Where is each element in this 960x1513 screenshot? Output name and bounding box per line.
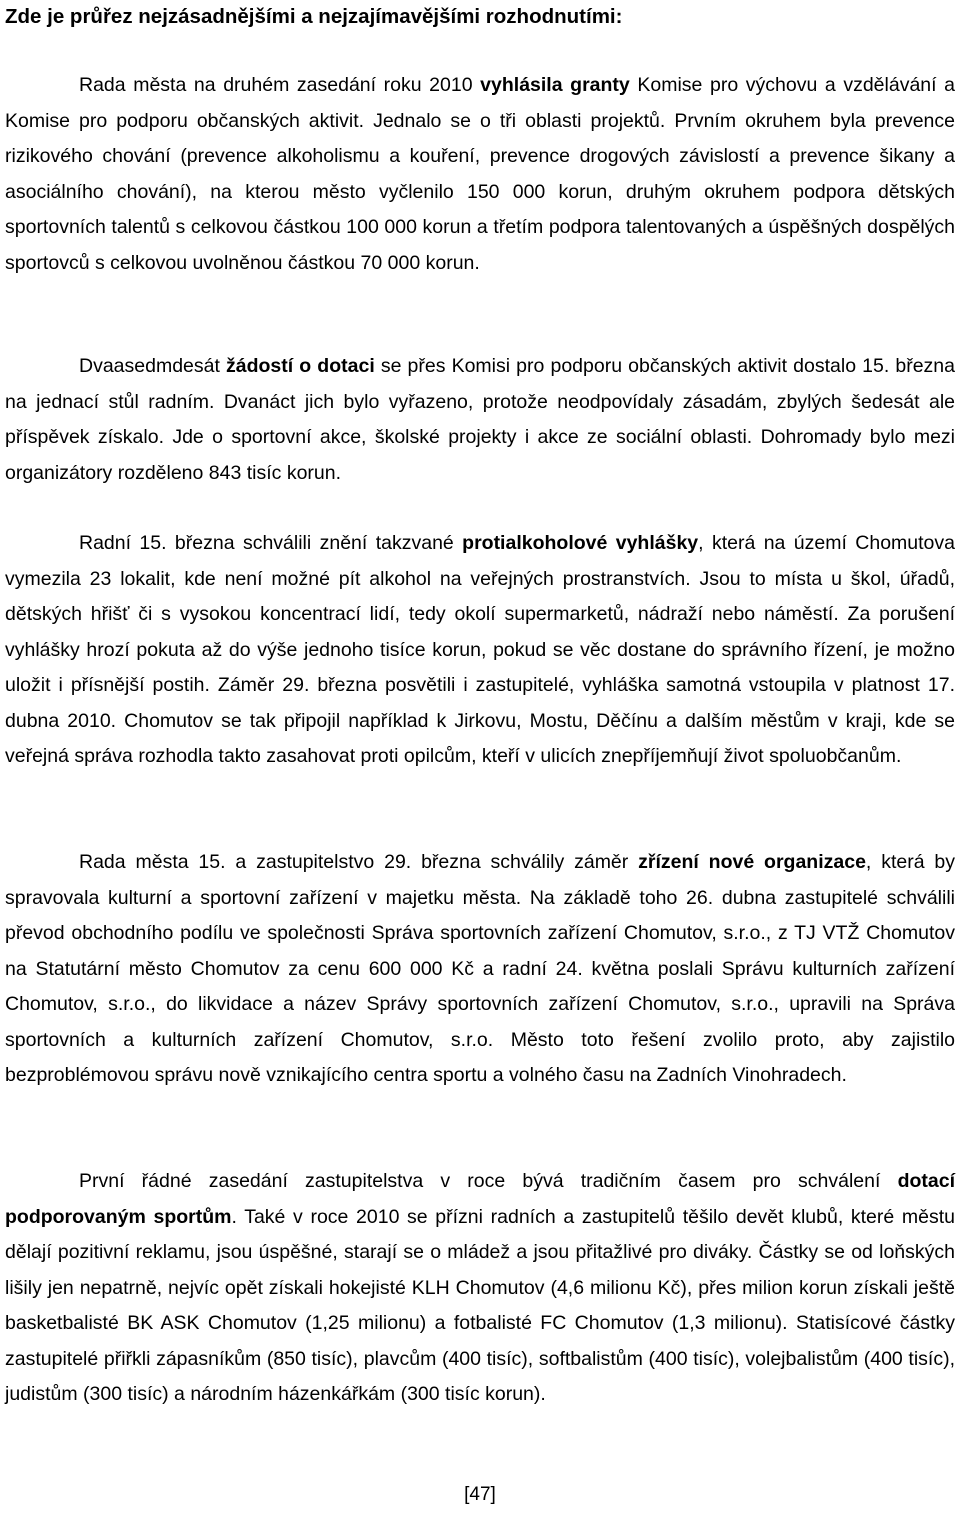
- bold-phrase: dotací podporovaným sportům: [5, 1170, 955, 1228]
- paragraph-sports-subsidies: [5, 1164, 955, 1413]
- paragraph-subsidy-requests: [5, 349, 955, 491]
- section-heading: Zde je průřez nejzásadnějšími a nejzajímavějšími rozhodnutími:: [5, 5, 623, 28]
- page-number: [47]: [464, 1484, 496, 1505]
- paragraph-new-organization: [5, 845, 955, 1094]
- paragraph-text: , která na území Chomutova vymezila 23 lokalit, kde není možné pít alkohol na veřejných prostranstvích. Jsou to místa u škol, úřadů, dětských hřišť či s vysokou koncentrací lidí, tedy okolí supermarketů, nádraží nebo náměstí. Za porušení vyhlášky hrozí pokuta až do výše jednoho tisíce korun, pokud se věc dostane do správního řízení, je možno uložit i přísnější postih. Záměr 29. března posvětili i zastupitelé, vyhláška samotná vstoupila v platnost 17. dubna 2010. Chomutov se tak připojil například k Jirkovu, Mostu, Děčínu a dalším městům v kraji, kde se veřejná správa rozhodla takto zasahovat proti opilcům, kteří v ulicích znepříjemňují život spoluobčanům.: [5, 532, 955, 767]
- paragraph-text: Dvaasedmdesát: [79, 355, 227, 377]
- paragraph-text: Radní 15. března schválili znění takzvané: [79, 532, 463, 554]
- paragraph-grants: [5, 68, 955, 281]
- bold-phrase: zřízení nové organizace: [638, 851, 866, 873]
- paragraph-text: se přes Komisi pro podporu občanských aktivit dostalo 15. března na jednací stůl radním. Dvanáct jich bylo vyřazeno, protože neodpovídaly zásadám, zbylých šedesát ale příspěvek získalo. Jde o sportovní akce, školské projekty i akce ze sociální oblasti. Dohromady bylo mezi organizátory rozděleno 843 tisíc korun.: [5, 355, 955, 484]
- paragraph-text: Rada města na druhém zasedání roku 2010: [79, 74, 481, 96]
- paragraph-text: . Také v roce 2010 se přízni radních a zastupitelů těšilo devět klubů, které městu dělají pozitivní reklamu, jsou úspěšné, starají se o mládež a jsou přitažlivé pro diváky. Částky se od loňských lišily jen nepatrně, nejvíc opět získali hokejisté KLH Chomutov (4,6 milionu Kč), přes milion korun získali ještě basketbalisté BK ASK Chomutov (1,25 milionu) a fotbalisté FC Chomutov (1,3 milionu). Statisícové částky zastupitelé přiřkli zápasníkům (850 tisíc), plavcům (400 tisíc), softbalistům (400 tisíc), volejbalistům (400 tisíc), judistům (300 tisíc) a národním házenkářkám (300 tisíc korun).: [5, 1205, 955, 1405]
- bold-phrase: žádostí o dotaci: [226, 355, 375, 377]
- paragraph-text: , která by spravovala kulturní a sportovní zařízení v majetku města. Na základě toho 26. dubna zastupitelé schválili převod obchodního podílu ve společnosti Správa sportovních zařízení Chomutov, s.r.o., z TJ VTŽ Chomutov na Statutární město Chomutov za cenu 600 000 Kč a radní 24. května poslali Správu kulturních zařízení Chomutov, s.r.o., do likvidace a název Správy sportovních zařízení Chomutov, s.r.o., upravili na Správa sportovních a kulturních zařízení Chomutov, s.r.o. Město toto řešení zvolilo proto, aby zajistilo bezproblémovou správu nově vznikajícího centra sportu a volného času na Zadních Vinohradech.: [5, 851, 956, 1086]
- bold-phrase: vyhlásila granty: [480, 74, 630, 96]
- paragraph-alcohol-ordinance: [5, 526, 955, 775]
- paragraph-text: Rada města 15. a zastupitelstvo 29. března schválily záměr: [79, 851, 639, 873]
- bold-phrase: protialkoholové vyhlášky: [462, 532, 699, 554]
- paragraph-text: První řádné zasedání zastupitelstva v roce bývá tradičním časem pro schválení: [79, 1170, 898, 1192]
- paragraph-text: Komise pro výchovu a vzdělávání a Komise pro podporu občanských aktivit. Jednalo se o tři oblasti projektů. Prvním okruhem byla prevence rizikového chování (prevence alkoholismu a kouření, prevence drogových závislostí a prevence šikany a asociálního chování), na kterou město vyčlenilo 150 000 korun, druhým okruhem podpora dětských sportovních talentů s celkovou částkou 100 000 korun a třetím podpora talentovaných a úspěšných dospělých sportovců s celkovou uvolněnou částkou 70 000 korun.: [5, 74, 956, 274]
